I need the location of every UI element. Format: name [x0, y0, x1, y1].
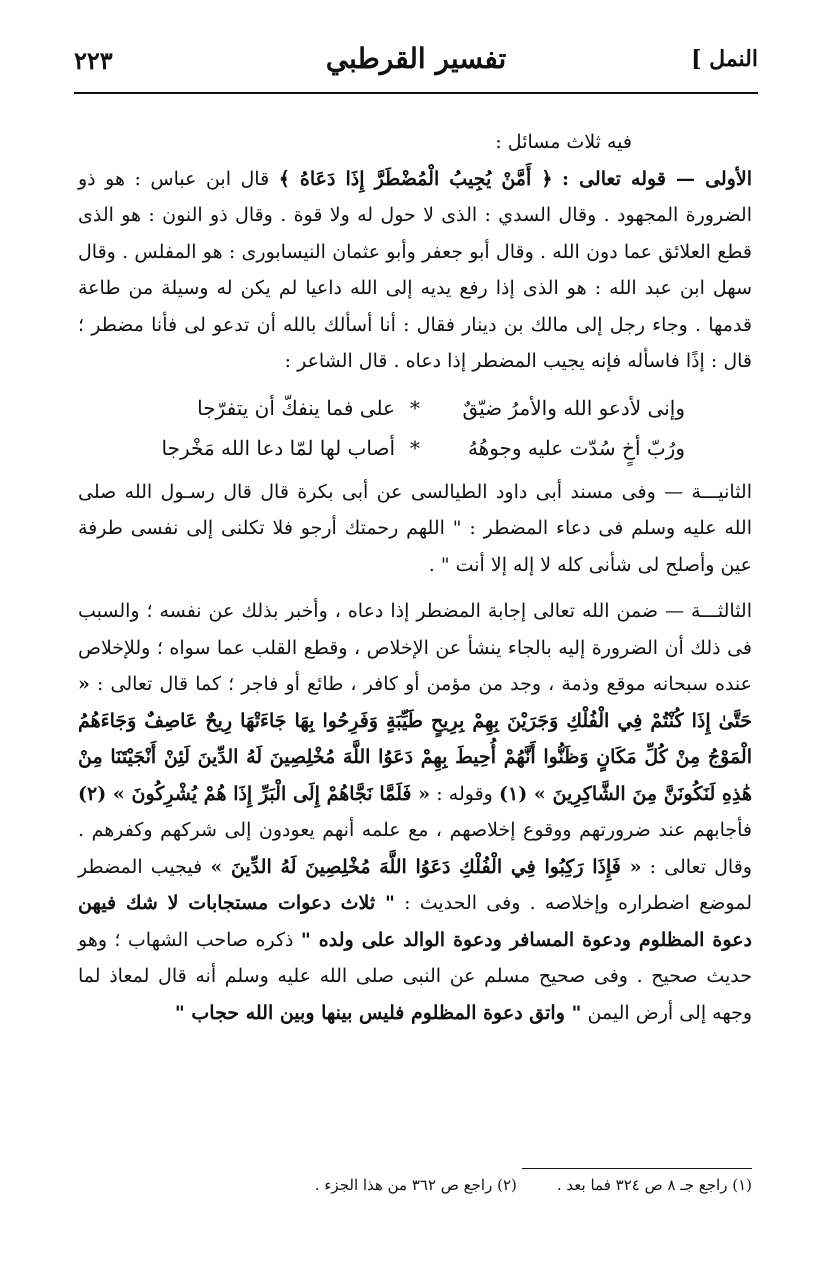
footnote-2: (٢) راجع ص ٣٦٢ من هذا الجزء .	[314, 1176, 517, 1194]
page-header	[74, 40, 758, 88]
third-issue-text-c: فأجابهم عند ضرورتهم ووقوع إخلاصهم ، مع علمه أنهم يعودون إلى شركهم وكفرهم . وقال تعالى :	[78, 819, 752, 878]
verse-2-first-hemistich: ورُبّ أخٍ سُدّت عليه وجوهُهُ	[467, 435, 685, 460]
third-issue-quran-quote-1: « حَتَّىٰ إِذَا كُنْتُمْ فِي الْفُلْكِ وَجَرَيْنَ بِهِمْ بِرِيحٍ طَيِّبَةٍ وَفَرِحُوا بِهَا جَاءَتْهَا رِيحٌ عَاصِفٌ وَجَاءَهُمُ الْمَوْجُ مِنْ كُلِّ مَكَانٍ وَظَنُّوا أَنَّهُمْ أُحِيطَ بِهِمْ دَعَوُا اللَّهَ مُخْلِصِينَ لَهُ الدِّينَ لَئِنْ أَنْجَيْتَنَا مِنْ هَٰذِهِ لَنَكُونَنَّ مِنَ الشَّاكِرِينَ » (١)	[78, 673, 752, 805]
verse-separator: *	[410, 435, 420, 460]
verse-2-second-hemistich: أصاب لها لمّا دعا الله مَخْرجا	[161, 435, 395, 460]
header-divider	[74, 92, 758, 94]
poem	[78, 388, 752, 468]
first-issue-lead: الأولى — قوله تعالى :	[561, 167, 752, 190]
main-text	[78, 124, 752, 1031]
first-issue-quran-quote: ﴿ أَمَّنْ يُجِيبُ الْمُضْطَرَّ إِذَا دَعَاهُ ﴾	[278, 167, 553, 190]
footnote-divider	[522, 1168, 752, 1169]
footnote-1: (١) راجع جـ ٨ ص ٣٢٤ فما بعد .	[556, 1176, 752, 1194]
page-number: ٢٢٣	[74, 46, 113, 75]
third-issue-quran-quote-3: « فَإِذَا رَكِبُوا فِي الْفُلْكِ دَعَوُا اللَّهَ مُخْلِصِينَ لَهُ الدِّينَ »	[210, 855, 642, 878]
book-title: تفسير القرطبي	[325, 42, 507, 75]
hadith-quote-2: " واتق دعوة المظلوم فليس بينها وبين الله حجاب "	[174, 1001, 582, 1024]
poem-verse-2	[78, 428, 752, 468]
third-issue-quran-quote-2: « فَلَمَّا نَجَّاهُمْ إِلَى الْبَرِّ إِذَا هُمْ يُشْرِكُونَ » (٢)	[78, 782, 431, 805]
third-issue-text-d: فيجيب المضطر لموضع اضطراره وإخلاصه . وفى الحديث :	[78, 855, 753, 914]
third-issue	[78, 593, 752, 1031]
poem-verse-1	[78, 388, 752, 428]
third-issue-text-a: الثالثـــة — ضمن الله تعالى إجابة المضطر إذا دعاه ، وأخبر بذلك عن نفسه ؛ والسبب فى ذلك أن الضرورة إليه بالجاء ينشأ عن الإخلاص ، وقطع القلب عما سواه ؛ وللإخلاص عنده سبحانه موقع وذمة ، وجد من مؤمن أو كافر ، طائع أو فاجر ؛ كما قال تعالى :	[78, 600, 752, 695]
third-issue-text-b: وقوله :	[436, 782, 493, 805]
intro-line: فيه ثلاث مسائل :	[495, 131, 632, 153]
second-issue: الثانيـــة — وفى مسند أبى داود الطيالسى عن أبى بكرة قال قال رسـول الله صلى الله عليه وسلم فى دعاء المضطر : " اللهم رحمتك أرجو فلا تكلنى إلى نفسى طرفة عين وأصلح لى شأنى كله لا إله إلا أنت " .	[78, 480, 752, 576]
verse-1-first-hemistich: وإنى لأدعو الله والأمرُ ضيّقٌ	[462, 395, 685, 420]
hadith-quote-1: " ثلاث دعوات مستجابات لا شك فيهن دعوة المظلوم ودعوة المسافر ودعوة الوالد على ولده "	[78, 892, 752, 951]
first-issue	[78, 161, 752, 380]
verse-separator: *	[410, 395, 420, 420]
third-issue-text-e: ذكره صاحب الشهاب ؛ وهو حديث صحيح . وفى صحيح مسلم عن النبى صلى الله عليه وسلم أنه قال لمعاذ لما وجهه إلى أرض اليمن	[78, 928, 752, 1024]
paragraph-gap	[78, 583, 752, 593]
footnotes	[150, 1176, 752, 1194]
verse-1-second-hemistich: على فما ينفكّ أن يتفرّجا	[197, 395, 395, 420]
first-issue-text: قال ابن عباس : هو ذو الضرورة المجهود . وقال السدي : الذى لا حول له ولا قوة . وقال ذو النون : هو الذى قطع العلائق عما دون الله . وقال أبو جعفر وأبو عثمان النيسابورى : هو المفلس . وقال سهل ابن عبد الله : هو الذى إذا رفع يديه إلى الله داعيا لم يكن له وسيلة من طاعة قدمها . وجاء رجل إلى مالك بن دينار فقال : أنا أسألك بالله أن تدعو لى فأنا مضطر ؛ قال : إذًا فاسأله فإنه يجيب المضطر إذا دعاه . قال الشاعر :	[78, 167, 752, 372]
sura-name: النمل ]	[691, 46, 758, 72]
